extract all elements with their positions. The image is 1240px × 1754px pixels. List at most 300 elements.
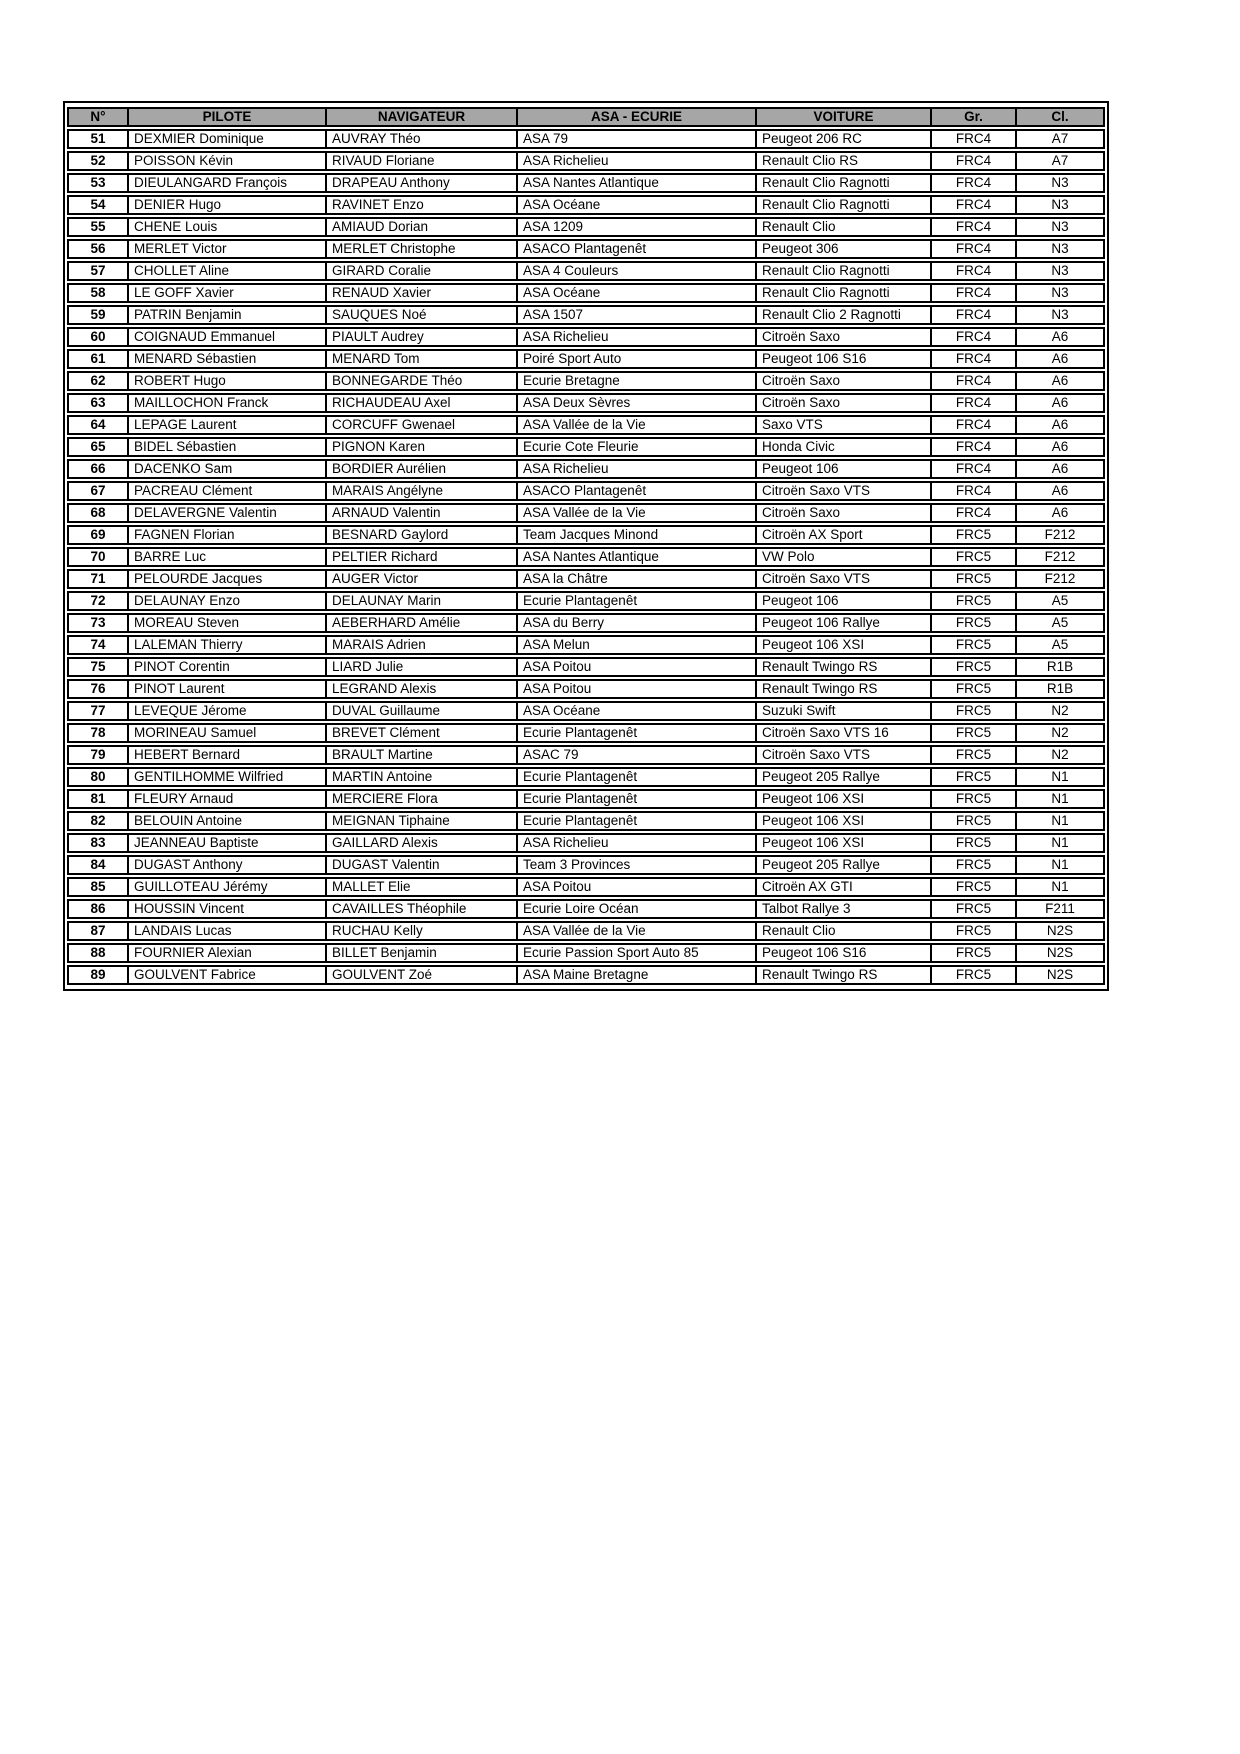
cell-classe: F211 <box>1017 899 1105 919</box>
cell-pilote: PATRIN Benjamin <box>129 305 327 325</box>
cell-navigateur: BESNARD Gaylord <box>327 525 518 545</box>
cell-groupe: FRC4 <box>932 151 1017 171</box>
table-row <box>67 965 1105 985</box>
cell-pilote: MERLET Victor <box>129 239 327 259</box>
cell-groupe: FRC4 <box>932 503 1017 523</box>
cell-classe: N2 <box>1017 745 1105 765</box>
cell-voiture: Citroën AX GTI <box>757 877 932 897</box>
cell-asa-ecurie: ASA Richelieu <box>518 327 757 347</box>
cell-pilote: JEANNEAU Baptiste <box>129 833 327 853</box>
table-row <box>67 767 1105 787</box>
cell-num: 67 <box>67 481 129 501</box>
cell-voiture: Renault Twingo RS <box>757 965 932 985</box>
cell-groupe: FRC4 <box>932 459 1017 479</box>
cell-asa-ecurie: ASA 1507 <box>518 305 757 325</box>
cell-num: 65 <box>67 437 129 457</box>
cell-num: 80 <box>67 767 129 787</box>
cell-voiture: Renault Clio RS <box>757 151 932 171</box>
cell-num: 54 <box>67 195 129 215</box>
cell-num: 70 <box>67 547 129 567</box>
cell-voiture: Citroën Saxo <box>757 327 932 347</box>
cell-pilote: LEPAGE Laurent <box>129 415 327 435</box>
cell-asa-ecurie: ASA du Berry <box>518 613 757 633</box>
cell-pilote: FAGNEN Florian <box>129 525 327 545</box>
table-row <box>67 195 1105 215</box>
cell-classe: N3 <box>1017 239 1105 259</box>
cell-pilote: COIGNAUD Emmanuel <box>129 327 327 347</box>
cell-navigateur: AMIAUD Dorian <box>327 217 518 237</box>
cell-classe: F212 <box>1017 547 1105 567</box>
column-header-pilote: PILOTE <box>129 107 327 127</box>
table-row <box>67 327 1105 347</box>
table-row <box>67 921 1105 941</box>
cell-asa-ecurie: ASA Richelieu <box>518 459 757 479</box>
cell-pilote: MAILLOCHON Franck <box>129 393 327 413</box>
cell-voiture: Renault Clio Ragnotti <box>757 283 932 303</box>
table-row <box>67 129 1105 149</box>
cell-classe: A6 <box>1017 327 1105 347</box>
cell-classe: N1 <box>1017 789 1105 809</box>
cell-groupe: FRC5 <box>932 811 1017 831</box>
table-row <box>67 437 1105 457</box>
cell-num: 57 <box>67 261 129 281</box>
cell-num: 81 <box>67 789 129 809</box>
cell-asa-ecurie: Ecurie Passion Sport Auto 85 <box>518 943 757 963</box>
cell-voiture: Citroën Saxo VTS <box>757 745 932 765</box>
cell-pilote: LANDAIS Lucas <box>129 921 327 941</box>
cell-asa-ecurie: ASA 4 Couleurs <box>518 261 757 281</box>
table-row <box>67 635 1105 655</box>
cell-asa-ecurie: ASA Nantes Atlantique <box>518 547 757 567</box>
cell-asa-ecurie: ASA Vallée de la Vie <box>518 503 757 523</box>
cell-classe: N3 <box>1017 195 1105 215</box>
cell-voiture: Peugeot 106 XSI <box>757 811 932 831</box>
cell-navigateur: PELTIER Richard <box>327 547 518 567</box>
cell-pilote: DELAVERGNE Valentin <box>129 503 327 523</box>
cell-asa-ecurie: ASA Poitou <box>518 657 757 677</box>
table-row <box>67 349 1105 369</box>
cell-num: 64 <box>67 415 129 435</box>
cell-groupe: FRC4 <box>932 481 1017 501</box>
entry-table-head <box>67 107 1105 127</box>
cell-num: 86 <box>67 899 129 919</box>
cell-classe: A5 <box>1017 635 1105 655</box>
cell-pilote: PELOURDE Jacques <box>129 569 327 589</box>
cell-classe: N2 <box>1017 701 1105 721</box>
cell-num: 60 <box>67 327 129 347</box>
cell-pilote: MOREAU Steven <box>129 613 327 633</box>
cell-classe: A6 <box>1017 349 1105 369</box>
cell-navigateur: BILLET Benjamin <box>327 943 518 963</box>
cell-pilote: PINOT Corentin <box>129 657 327 677</box>
cell-voiture: Peugeot 106 <box>757 459 932 479</box>
cell-groupe: FRC5 <box>932 657 1017 677</box>
cell-groupe: FRC4 <box>932 173 1017 193</box>
cell-asa-ecurie: ASA Richelieu <box>518 151 757 171</box>
cell-voiture: Citroën Saxo VTS <box>757 569 932 589</box>
cell-navigateur: RIVAUD Floriane <box>327 151 518 171</box>
cell-classe: R1B <box>1017 657 1105 677</box>
column-header-asa-ecurie: ASA - ECURIE <box>518 107 757 127</box>
cell-groupe: FRC4 <box>932 217 1017 237</box>
cell-classe: A7 <box>1017 129 1105 149</box>
table-row <box>67 481 1105 501</box>
cell-voiture: Peugeot 106 S16 <box>757 349 932 369</box>
column-header-groupe: Gr. <box>932 107 1017 127</box>
cell-voiture: Citroën Saxo <box>757 371 932 391</box>
cell-navigateur: DUVAL Guillaume <box>327 701 518 721</box>
cell-asa-ecurie: ASA Nantes Atlantique <box>518 173 757 193</box>
cell-pilote: PINOT Laurent <box>129 679 327 699</box>
cell-num: 53 <box>67 173 129 193</box>
cell-asa-ecurie: Ecurie Plantagenêt <box>518 591 757 611</box>
cell-voiture: VW Polo <box>757 547 932 567</box>
cell-classe: N1 <box>1017 833 1105 853</box>
table-row <box>67 173 1105 193</box>
table-row <box>67 525 1105 545</box>
cell-asa-ecurie: ASA 1209 <box>518 217 757 237</box>
cell-num: 89 <box>67 965 129 985</box>
cell-groupe: FRC4 <box>932 129 1017 149</box>
cell-groupe: FRC4 <box>932 195 1017 215</box>
cell-navigateur: BONNEGARDE Théo <box>327 371 518 391</box>
cell-num: 82 <box>67 811 129 831</box>
cell-pilote: BARRE Luc <box>129 547 327 567</box>
cell-num: 76 <box>67 679 129 699</box>
cell-num: 51 <box>67 129 129 149</box>
cell-groupe: FRC5 <box>932 701 1017 721</box>
cell-num: 87 <box>67 921 129 941</box>
cell-groupe: FRC4 <box>932 437 1017 457</box>
cell-asa-ecurie: ASA Océane <box>518 701 757 721</box>
cell-pilote: DACENKO Sam <box>129 459 327 479</box>
cell-classe: N2S <box>1017 921 1105 941</box>
table-row <box>67 239 1105 259</box>
cell-groupe: FRC5 <box>932 943 1017 963</box>
cell-navigateur: GAILLARD Alexis <box>327 833 518 853</box>
cell-asa-ecurie: ASA Deux Sèvres <box>518 393 757 413</box>
cell-voiture: Peugeot 106 <box>757 591 932 611</box>
cell-navigateur: AEBERHARD Amélie <box>327 613 518 633</box>
table-row <box>67 943 1105 963</box>
cell-num: 75 <box>67 657 129 677</box>
cell-voiture: Citroën Saxo <box>757 503 932 523</box>
table-row <box>67 415 1105 435</box>
cell-voiture: Peugeot 206 RC <box>757 129 932 149</box>
table-row <box>67 371 1105 391</box>
cell-asa-ecurie: ASAC 79 <box>518 745 757 765</box>
cell-asa-ecurie: ASA Maine Bretagne <box>518 965 757 985</box>
cell-pilote: LEVEQUE Jérome <box>129 701 327 721</box>
cell-pilote: LE GOFF Xavier <box>129 283 327 303</box>
cell-num: 83 <box>67 833 129 853</box>
cell-pilote: MORINEAU Samuel <box>129 723 327 743</box>
cell-voiture: Renault Clio Ragnotti <box>757 195 932 215</box>
cell-num: 84 <box>67 855 129 875</box>
cell-navigateur: RICHAUDEAU Axel <box>327 393 518 413</box>
cell-voiture: Citroën Saxo VTS 16 <box>757 723 932 743</box>
cell-num: 66 <box>67 459 129 479</box>
cell-num: 85 <box>67 877 129 897</box>
cell-pilote: CHOLLET Aline <box>129 261 327 281</box>
cell-asa-ecurie: ASA Océane <box>518 195 757 215</box>
cell-navigateur: MEIGNAN Tiphaine <box>327 811 518 831</box>
cell-classe: A6 <box>1017 371 1105 391</box>
table-row <box>67 745 1105 765</box>
cell-groupe: FRC4 <box>932 371 1017 391</box>
cell-classe: N2S <box>1017 943 1105 963</box>
cell-num: 56 <box>67 239 129 259</box>
cell-asa-ecurie: ASA 79 <box>518 129 757 149</box>
cell-num: 77 <box>67 701 129 721</box>
cell-classe: N1 <box>1017 855 1105 875</box>
column-header-navigateur: NAVIGATEUR <box>327 107 518 127</box>
cell-asa-ecurie: ASA Melun <box>518 635 757 655</box>
cell-navigateur: DRAPEAU Anthony <box>327 173 518 193</box>
cell-classe: F212 <box>1017 569 1105 589</box>
cell-classe: N3 <box>1017 305 1105 325</box>
cell-voiture: Peugeot 205 Rallye <box>757 855 932 875</box>
table-row <box>67 459 1105 479</box>
cell-classe: N1 <box>1017 877 1105 897</box>
cell-asa-ecurie: Ecurie Plantagenêt <box>518 811 757 831</box>
cell-asa-ecurie: Team 3 Provinces <box>518 855 757 875</box>
cell-num: 72 <box>67 591 129 611</box>
cell-groupe: FRC5 <box>932 745 1017 765</box>
cell-asa-ecurie: ASA Richelieu <box>518 833 757 853</box>
cell-asa-ecurie: ASA Poitou <box>518 679 757 699</box>
cell-voiture: Renault Twingo RS <box>757 679 932 699</box>
table-row <box>67 723 1105 743</box>
cell-pilote: PACREAU Clément <box>129 481 327 501</box>
table-row <box>67 547 1105 567</box>
cell-asa-ecurie: ASA Vallée de la Vie <box>518 415 757 435</box>
cell-classe: N3 <box>1017 217 1105 237</box>
table-row <box>67 305 1105 325</box>
cell-voiture: Renault Clio Ragnotti <box>757 173 932 193</box>
cell-num: 88 <box>67 943 129 963</box>
cell-pilote: GENTILHOMME Wilfried <box>129 767 327 787</box>
table-row <box>67 877 1105 897</box>
header-row <box>67 107 1105 127</box>
cell-num: 69 <box>67 525 129 545</box>
cell-num: 52 <box>67 151 129 171</box>
cell-asa-ecurie: Team Jacques Minond <box>518 525 757 545</box>
cell-groupe: FRC5 <box>932 547 1017 567</box>
cell-groupe: FRC4 <box>932 239 1017 259</box>
cell-pilote: HEBERT Bernard <box>129 745 327 765</box>
cell-navigateur: LEGRAND Alexis <box>327 679 518 699</box>
cell-groupe: FRC4 <box>932 349 1017 369</box>
cell-pilote: LALEMAN Thierry <box>129 635 327 655</box>
cell-num: 78 <box>67 723 129 743</box>
cell-voiture: Citroën AX Sport <box>757 525 932 545</box>
cell-num: 55 <box>67 217 129 237</box>
cell-navigateur: RUCHAU Kelly <box>327 921 518 941</box>
cell-classe: N2 <box>1017 723 1105 743</box>
cell-pilote: ROBERT Hugo <box>129 371 327 391</box>
cell-navigateur: PIGNON Karen <box>327 437 518 457</box>
cell-groupe: FRC5 <box>932 635 1017 655</box>
cell-asa-ecurie: Poiré Sport Auto <box>518 349 757 369</box>
cell-navigateur: BORDIER Aurélien <box>327 459 518 479</box>
cell-asa-ecurie: Ecurie Bretagne <box>518 371 757 391</box>
table-row <box>67 657 1105 677</box>
cell-pilote: CHENE Louis <box>129 217 327 237</box>
cell-num: 71 <box>67 569 129 589</box>
entry-list-table <box>67 105 1105 987</box>
cell-navigateur: AUGER Victor <box>327 569 518 589</box>
table-row <box>67 503 1105 523</box>
cell-groupe: FRC4 <box>932 305 1017 325</box>
table-row <box>67 151 1105 171</box>
cell-classe: N2S <box>1017 965 1105 985</box>
cell-navigateur: SAUQUES Noé <box>327 305 518 325</box>
cell-navigateur: MENARD Tom <box>327 349 518 369</box>
cell-voiture: Citroën Saxo VTS <box>757 481 932 501</box>
cell-voiture: Peugeot 106 XSI <box>757 789 932 809</box>
cell-voiture: Renault Clio <box>757 217 932 237</box>
cell-pilote: HOUSSIN Vincent <box>129 899 327 919</box>
cell-groupe: FRC5 <box>932 525 1017 545</box>
cell-classe: A6 <box>1017 393 1105 413</box>
cell-voiture: Peugeot 205 Rallye <box>757 767 932 787</box>
cell-navigateur: GOULVENT Zoé <box>327 965 518 985</box>
cell-pilote: MENARD Sébastien <box>129 349 327 369</box>
table-row <box>67 261 1105 281</box>
cell-num: 79 <box>67 745 129 765</box>
cell-classe: A6 <box>1017 503 1105 523</box>
column-header-classe: Cl. <box>1017 107 1105 127</box>
cell-voiture: Renault Clio <box>757 921 932 941</box>
cell-classe: A7 <box>1017 151 1105 171</box>
cell-navigateur: CORCUFF Gwenael <box>327 415 518 435</box>
cell-voiture: Peugeot 106 Rallye <box>757 613 932 633</box>
cell-asa-ecurie: ASA la Châtre <box>518 569 757 589</box>
cell-asa-ecurie: Ecurie Plantagenêt <box>518 767 757 787</box>
cell-classe: N1 <box>1017 811 1105 831</box>
cell-groupe: FRC5 <box>932 723 1017 743</box>
cell-navigateur: MERLET Christophe <box>327 239 518 259</box>
entry-list-table-frame <box>63 101 1109 991</box>
table-row <box>67 283 1105 303</box>
cell-navigateur: LIARD Julie <box>327 657 518 677</box>
cell-classe: A6 <box>1017 437 1105 457</box>
cell-groupe: FRC4 <box>932 393 1017 413</box>
cell-groupe: FRC5 <box>932 899 1017 919</box>
entry-table-body <box>67 129 1105 985</box>
table-row <box>67 591 1105 611</box>
cell-voiture: Suzuki Swift <box>757 701 932 721</box>
cell-classe: N3 <box>1017 261 1105 281</box>
cell-navigateur: BRAULT Martine <box>327 745 518 765</box>
cell-pilote: BELOUIN Antoine <box>129 811 327 831</box>
table-row <box>67 701 1105 721</box>
cell-num: 58 <box>67 283 129 303</box>
cell-navigateur: MARAIS Angélyne <box>327 481 518 501</box>
cell-voiture: Peugeot 306 <box>757 239 932 259</box>
cell-voiture: Renault Clio 2 Ragnotti <box>757 305 932 325</box>
cell-navigateur: PIAULT Audrey <box>327 327 518 347</box>
cell-groupe: FRC5 <box>932 921 1017 941</box>
cell-asa-ecurie: ASA Océane <box>518 283 757 303</box>
cell-voiture: Renault Clio Ragnotti <box>757 261 932 281</box>
cell-navigateur: RAVINET Enzo <box>327 195 518 215</box>
cell-num: 61 <box>67 349 129 369</box>
cell-groupe: FRC4 <box>932 415 1017 435</box>
cell-classe: R1B <box>1017 679 1105 699</box>
cell-asa-ecurie: ASACO Plantagenêt <box>518 481 757 501</box>
cell-asa-ecurie: Ecurie Loire Océan <box>518 899 757 919</box>
cell-pilote: GUILLOTEAU Jérémy <box>129 877 327 897</box>
cell-pilote: DIEULANGARD François <box>129 173 327 193</box>
cell-groupe: FRC5 <box>932 679 1017 699</box>
column-header-voiture: VOITURE <box>757 107 932 127</box>
cell-groupe: FRC5 <box>932 855 1017 875</box>
cell-groupe: FRC5 <box>932 877 1017 897</box>
cell-num: 73 <box>67 613 129 633</box>
cell-voiture: Peugeot 106 XSI <box>757 635 932 655</box>
cell-navigateur: DELAUNAY Marin <box>327 591 518 611</box>
table-row <box>67 569 1105 589</box>
cell-asa-ecurie: Ecurie Plantagenêt <box>518 723 757 743</box>
table-row <box>67 679 1105 699</box>
cell-pilote: DELAUNAY Enzo <box>129 591 327 611</box>
cell-pilote: DEXMIER Dominique <box>129 129 327 149</box>
cell-num: 74 <box>67 635 129 655</box>
cell-navigateur: MALLET Elie <box>327 877 518 897</box>
cell-asa-ecurie: Ecurie Cote Fleurie <box>518 437 757 457</box>
cell-num: 63 <box>67 393 129 413</box>
cell-pilote: BIDEL Sébastien <box>129 437 327 457</box>
cell-navigateur: DUGAST Valentin <box>327 855 518 875</box>
table-row <box>67 855 1105 875</box>
cell-groupe: FRC5 <box>932 789 1017 809</box>
cell-pilote: GOULVENT Fabrice <box>129 965 327 985</box>
cell-voiture: Peugeot 106 XSI <box>757 833 932 853</box>
cell-asa-ecurie: ASACO Plantagenêt <box>518 239 757 259</box>
cell-asa-ecurie: ASA Poitou <box>518 877 757 897</box>
cell-asa-ecurie: Ecurie Plantagenêt <box>518 789 757 809</box>
table-row <box>67 613 1105 633</box>
cell-pilote: FOURNIER Alexian <box>129 943 327 963</box>
cell-pilote: DENIER Hugo <box>129 195 327 215</box>
cell-voiture: Peugeot 106 S16 <box>757 943 932 963</box>
cell-groupe: FRC5 <box>932 613 1017 633</box>
cell-asa-ecurie: ASA Vallée de la Vie <box>518 921 757 941</box>
cell-classe: A5 <box>1017 591 1105 611</box>
cell-groupe: FRC5 <box>932 591 1017 611</box>
cell-groupe: FRC4 <box>932 261 1017 281</box>
cell-navigateur: MARTIN Antoine <box>327 767 518 787</box>
table-row <box>67 217 1105 237</box>
cell-groupe: FRC4 <box>932 327 1017 347</box>
cell-num: 59 <box>67 305 129 325</box>
cell-groupe: FRC4 <box>932 283 1017 303</box>
cell-voiture: Citroën Saxo <box>757 393 932 413</box>
cell-navigateur: MARAIS Adrien <box>327 635 518 655</box>
cell-navigateur: GIRARD Coralie <box>327 261 518 281</box>
cell-voiture: Renault Twingo RS <box>757 657 932 677</box>
table-row <box>67 789 1105 809</box>
cell-pilote: POISSON Kévin <box>129 151 327 171</box>
cell-navigateur: ARNAUD Valentin <box>327 503 518 523</box>
cell-navigateur: MERCIERE Flora <box>327 789 518 809</box>
cell-classe: N3 <box>1017 283 1105 303</box>
cell-voiture: Talbot Rallye 3 <box>757 899 932 919</box>
table-row <box>67 833 1105 853</box>
cell-classe: A5 <box>1017 613 1105 633</box>
